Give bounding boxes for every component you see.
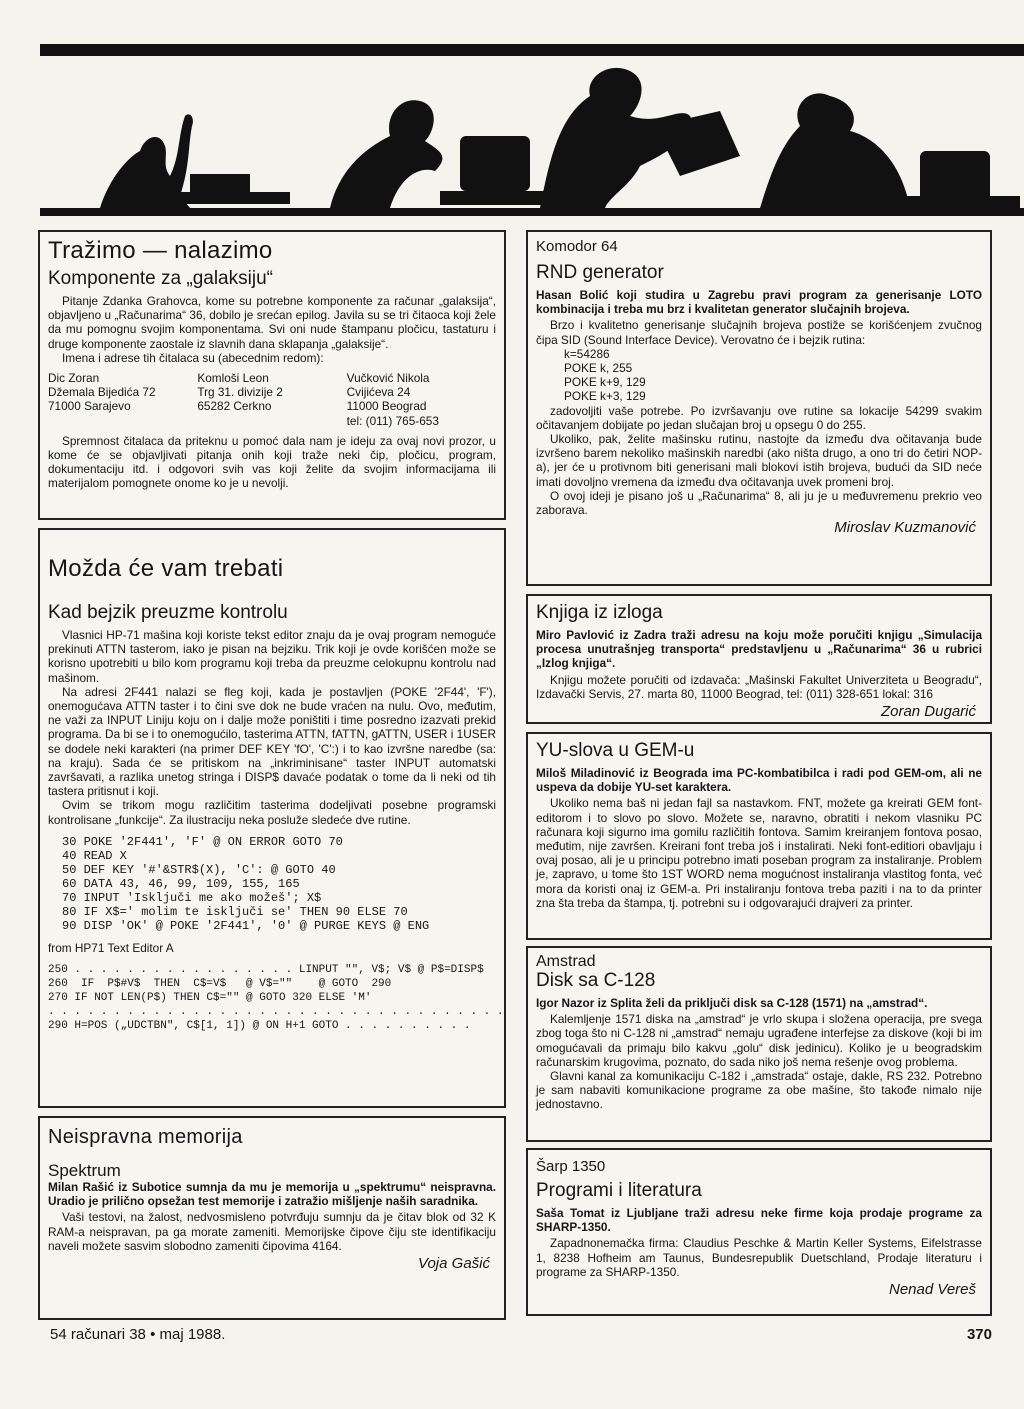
article-title: RND generator — [536, 262, 664, 283]
code-line: 90 DISP 'OK' @ POKE '2F441', '0' @ PURGE KEYS @ ENG — [62, 918, 430, 933]
code-line: 40 READ X — [62, 848, 127, 863]
page-footer-left: 54 računari 38 • maj 1988. — [50, 1326, 226, 1343]
header-illustration — [40, 56, 1024, 216]
article-rnd — [526, 230, 992, 586]
address-list — [48, 371, 496, 428]
code-line: 290 H=POS („UDCTBN", C$[1, 1]) @ ON H+1 GOTO . . . . . . . . . . — [48, 1020, 471, 1033]
code-line: 50 DEF KEY '#'&STR$(X), 'C': @ GOTO 40 — [62, 862, 336, 877]
code-line: 70 INPUT 'Isključi me ako možeš'; X$ — [62, 890, 322, 905]
page-number: 370 — [966, 1326, 992, 1343]
paragraph: Kalemljenje 1571 diska na „amstrad“ je vrlo skupa i složena operacija, pre svega zbog toga što ni C-128 ni „amstrad“ nemaju ugrađene interfejse za diskove (koji bi im omogućavali da primaju bilo kakvu „golu“ disk jedinicu). Koliko je u beogradskim računarskim krugovima, poznato, do sada niko još nema rešenje ovog problema. — [536, 1012, 982, 1069]
article-title: Disk sa C-128 — [536, 970, 656, 991]
code-source: from HP71 Text Editor A — [48, 940, 174, 955]
author-signature: Miroslav Kuzmanović — [834, 519, 976, 537]
code-line: 260 IF P$#V$ THEN C$=V$ @ V$="" @ GOTO 290 — [48, 978, 392, 991]
article-title: Neispravna memorija — [48, 1126, 243, 1148]
address-komlosi: Komloši Leon Trg 31. divizije 2 65282 Cerkno — [197, 371, 283, 414]
article-lead: Miloš Miladinović iz Beograda ima PC-kombatibilca i radi pod GEM-om, ali ne uspeva da dobije YU-set karaktera. — [536, 766, 982, 795]
code-line: 60 DATA 43, 46, 99, 109, 155, 165 — [62, 876, 300, 891]
address-vuckovic: Vučković Nikola Cvijićeva 24 11000 Beograd tel: (011) 765-653 — [346, 371, 439, 428]
article-lead: Igor Nazor iz Splita želi da priključi disk sa C-128 (1571) na „amstrad“. — [536, 996, 928, 1010]
author-signature: Voja Gašić — [418, 1255, 490, 1273]
code-listing-2 — [48, 963, 504, 1033]
paragraph: Glavni kanal za komunikaciju C-182 i „amstrada“ ostaje, dakle, RS 232. Potrebno je sam nabaviti komunikacione programe za obe mašine, što takođe nimalo nije jednostavno. — [536, 1069, 982, 1112]
article-kicker: Šarp 1350 — [536, 1158, 606, 1175]
code-line: POKE k, 255 — [564, 361, 633, 376]
top-rule — [40, 44, 1024, 56]
article-title: Programi i literatura — [536, 1180, 702, 1201]
article-kicker: Komodor 64 — [536, 238, 618, 255]
paragraph: Pitanje Zdanka Grahovca, kome su potrebne komponente za računar „galaksija“, objavljeno u „Računarima“ 36, dobilo je srećan epilog. Javila su se tri čitaoca koji žele da mu pomognu svojim komponentama. Svi oni nude štampanu pločicu, tastaturu i druge komponente zaostale iz slavnih dana sklapanja „galaksije“. — [48, 294, 496, 351]
paragraph: Ukoliko, pak, želite mašinsku rutinu, nastojte da između dva očitavanja bude izvršeno barem nekoliko mašinskih naredbi (ako ništa drugo, a ono tri do četiri NOP-a), jer će u protivnom biti generisani mali blokovi istih brojeva, budući da SID neće imati dovoljno vremena da između dva očitavanja uvek promeni broj. — [536, 432, 982, 489]
header-rule — [40, 208, 1024, 216]
article-lead: Milan Rašić iz Subotice sumnja da mu je memorija u „spektrumu“ neispravna. Uradio je prilično opsežan test memorije i zatražio mišljenje naših saradnika. — [48, 1180, 496, 1209]
article-subtitle: Kad bejzik preuzme kontrolu — [48, 602, 288, 623]
paragraph: Knjigu možete poručiti od izdavača: „Mašinski Fakultet Univerziteta u Beogradu“, Izdavački Servis, 27. marta 80, 11000 Beograd, tel: (011) 328-651 lokal: 316 — [536, 672, 982, 701]
article-sarp — [526, 1148, 992, 1316]
paragraph: zadovoljiti vaše potrebe. Po izvršavanju ove rutine sa lokacije 54299 svakim očitavanjem dobijate po jedan slučajan broj u opsegu 0 do 255. — [536, 403, 982, 432]
author-signature: Zoran Dugarić — [880, 703, 976, 721]
article-lead: Miro Pavlović iz Zadra traži adresu na koju može poručiti knjigu „Simulacija procesa unutrašnjeg transporta“ predstavljenu u „Računarima“ 36 u rubrici „Izlog knjiga“. — [536, 628, 982, 671]
article-yu-slova — [526, 732, 992, 940]
article-title: Knjiga iz izloga — [536, 602, 663, 623]
code-line: 80 IF X$=' molim te isključi se' THEN 90 ELSE 70 — [62, 904, 408, 919]
paragraph: Na adresi 2F441 nalazi se fleg koji, kada je postavljen (POKE '2F44', 'F'), onemogućava ATTN taster i to čini sve dok ne bude vraćen na nulu. Ovo, međutim, ne važi za INPUT Liniju koju on i dalje može poništiti i time posredno izazvati prekid programa. Da bi se i to onemogućilo, tasterima ATTN, fATTN, gATTN, USER i 1USER se dodele neki karakteri (na primer DEF KEY 'fO', 'C':) i to kao izvršne naredbe (sa: na kraju). Sada će se pritiskom na „inkriminisane“ taster INPUT automatski završavati, a razlika unetog stringa i DISP$ davaće podatak o tome da li neki od tih tastera pritisnut i koji. — [48, 684, 496, 799]
article-lead: Hasan Bolić koji studira u Zagrebu pravi program za generisanje LOTO kombinacija i treba mu brz i kvalitetan generator slučajnih brojeva. — [536, 288, 982, 317]
article-kicker: Spektrum — [48, 1161, 121, 1180]
code-listing — [564, 347, 982, 404]
code-line: k=54286 — [564, 346, 610, 361]
article-disk — [526, 946, 992, 1142]
article-neispravna — [38, 1116, 506, 1320]
code-line: POKE k+9, 129 — [564, 375, 646, 390]
code-line: POKE k+3, 129 — [564, 389, 646, 404]
code-line: 30 POKE '2F441', 'F' @ ON ERROR GOTO 70 — [62, 834, 343, 849]
article-title: YU-slova u GEM-u — [536, 740, 695, 761]
code-line: . . . . . . . . . . . . . . . . . . . . . . . . . . . . . . . . . . . — [48, 1006, 504, 1019]
code-listing-1 — [48, 835, 496, 933]
article-kicker: Amstrad — [536, 953, 596, 970]
paragraph: Ukoliko nema baš ni jedan fajl sa nastavkom. FNT, možete ga kreirati GEM font-editorom i to slovo po slovo. Možete se, naravno, obratiti i nekom vlasniku PC računara koji sigurno ima gomilu različitih fontova. Samim kreiranjem fontova posao, međutim, nije završen. Kreirani font treba još i instalirati. Neki font-editiori obavljaju i ovaj posao, ali je u principu potrebno imati poseban program za instaliranje. Problem je, zapravo, u tome što 1ST WORD nema mogućnost instaliranja vlastitog fonta, već mora da koristi onaj iz GEM-a. Pri instaliranju fontova treba paziti i na to da printer zna šta treba da štampa, tj. potrebni su i odgovarajući drajveri za printer. — [536, 796, 982, 910]
paragraph: O ovoj ideji je pisano još u „Računarima“ 8, ali ju je u međuvremenu prekrio veo zaborava. — [536, 488, 982, 518]
paragraph: Brzo i kvalitetno generisanje slučajnih brojeva postiže se korišćenjem zvučnog čipa SID (Sound Interface Device). Verovatno će i bejzik rutina: — [536, 318, 982, 347]
article-knjiga — [526, 594, 992, 724]
paragraph: Spremnost čitalaca da priteknu u pomoć dala nam je ideju za ovaj novi prozor, u kome će se objavljivati pitanja onih koji traže neki čip, pločicu, program, dokumentaciju itd. i odgovori svih vas koji želite da svojim informacijama ili materijalom pomognete onome ko je u nevolji. — [48, 433, 496, 491]
article-trazimo — [38, 230, 506, 520]
paragraph: Ovim se trikom mogu različitim tasterima dodeljivati posebne programski kontrolisane „funkcije“. Za ilustraciju neka posluže sledeće dve rutine. — [48, 798, 496, 827]
code-line: 250 . . . . . . . . . . . . . . . . . LINPUT "", V$; V$ @ P$=DISP$ — [48, 964, 484, 977]
article-title: Tražimo — nalazimo — [48, 237, 273, 264]
paragraph: Imena i adrese tih čitalaca su (abecednim redom): — [62, 350, 324, 365]
article-mozda — [38, 528, 506, 1108]
article-title: Možda će vam trebati — [48, 555, 284, 582]
author-signature: Nenad Vereš — [889, 1281, 976, 1299]
paragraph: Vlasnici HP-71 mašina koji koriste tekst editor znaju da je ovaj program nemoguće prekinuti ATTN tasterom, iako je pisan na bejziku. Trik koji je ovde korišćen može se korisno upotrebiti u bilo kom programu koji treba da preuzme celokupnu kontrolu nad mašinom. — [48, 628, 496, 685]
paragraph: Zapadnonemačka firma: Claudius Peschke & Martin Keller Systems, Eifelstrasse 1, 8238 Hofheim am Taunus, Bundesrepublik Duetschland, Prodaje literaturu i programe za SHARP-1350. — [536, 1236, 982, 1279]
article-lead: Saša Tomat iz Ljubljane traži adresu neke firme koja prodaje programe za SHARP-1350. — [536, 1206, 982, 1235]
paragraph: Vaši testovi, na žalost, nedvosmisleno potvrđuju sumnju da je čitav blok od 32 K RAM-a neispravan, pa ga morate zameniti. Memorijske čipove čiju ste identifikaciju naveli možete sasvim slobodno zameniti čipovima 4164. — [48, 1210, 496, 1253]
code-line: 270 IF NOT LEN(P$) THEN C$="" @ GOTO 320 ELSE 'M' — [48, 992, 372, 1005]
address-dic: Dic Zoran Džemala Bijedića 72 71000 Sarajevo — [48, 371, 156, 414]
article-subtitle: Komponente za „galaksiju“ — [48, 268, 273, 289]
